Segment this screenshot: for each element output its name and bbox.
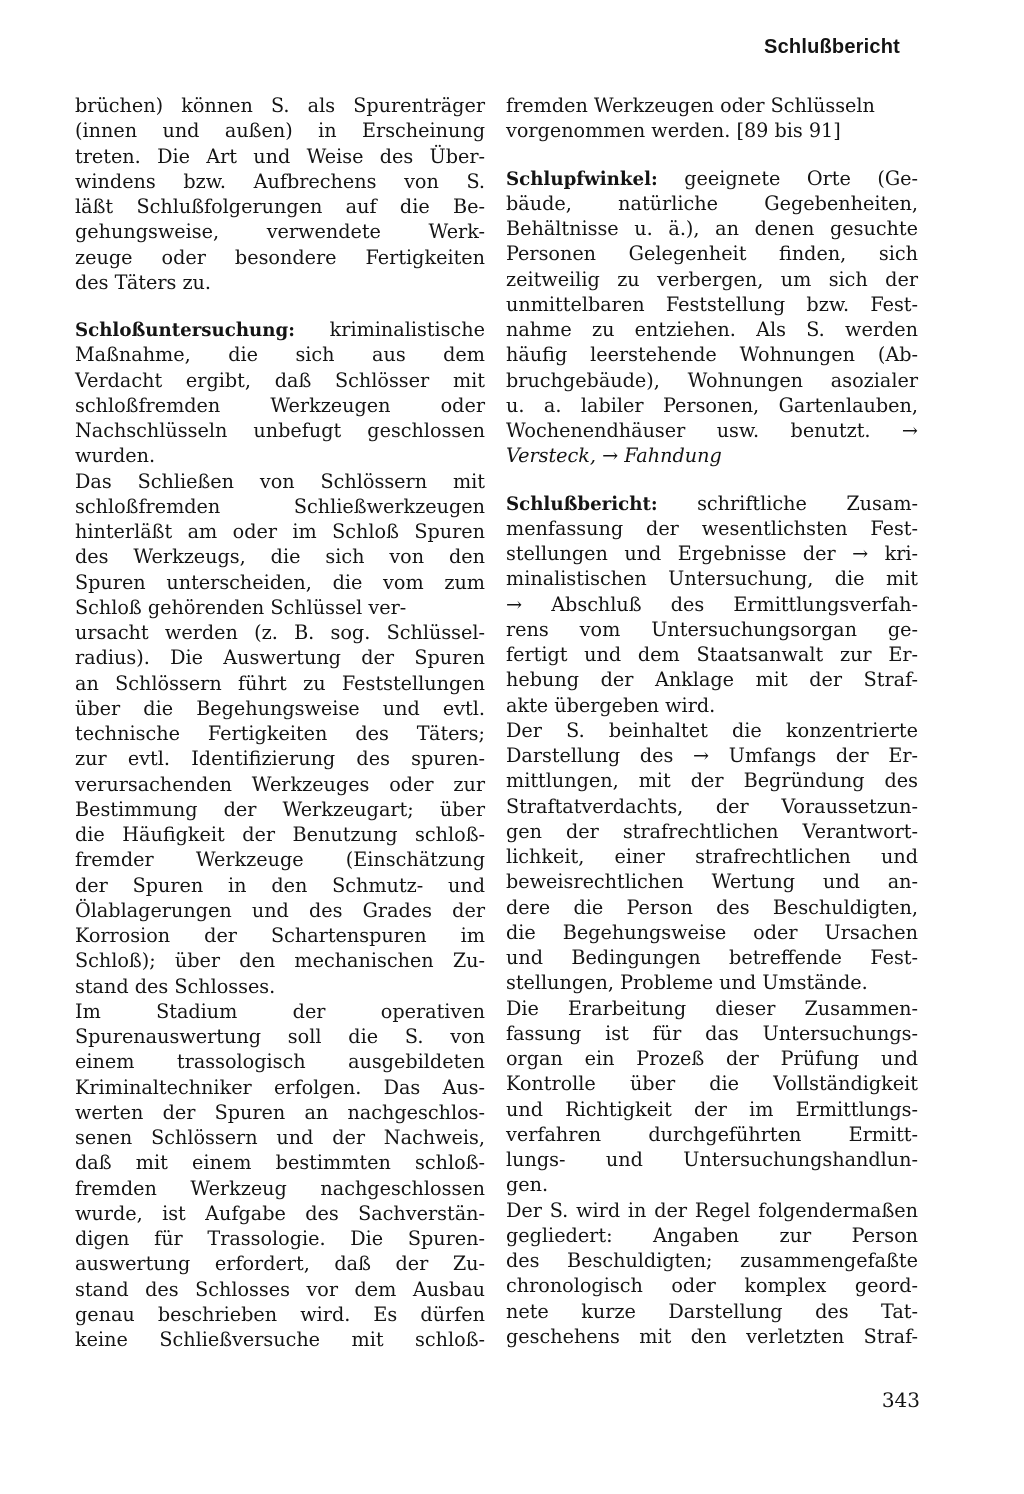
text-line: werten der Spuren an nachgeschlos- — [75, 1100, 485, 1124]
text-line: brüchen) können S. als Spurenträger — [75, 94, 485, 117]
text-line: einem trassologisch ausgebildeten — [75, 1050, 485, 1074]
text-line: akte übergeben wird. — [506, 693, 716, 717]
text-line: Das Schließen von Schlössern mit — [75, 469, 485, 493]
page-number: 343 — [881, 1388, 920, 1412]
text-line: der Spuren in den Schmutz- und — [75, 873, 485, 897]
text-line: und Richtigkeit der im Ermittlungs- — [506, 1097, 918, 1121]
text-line: bäude, natürliche Gegebenheiten, — [506, 191, 918, 215]
text-line: gen. — [506, 1173, 549, 1197]
text-line: (innen und außen) in Erscheinung — [75, 119, 485, 143]
text-line: zeitweilig zu verbergen, um sich der — [506, 267, 918, 291]
text-line: Nachschlüsseln unbefugt geschlossen — [75, 419, 485, 442]
text-line: fremder Werkzeuge (Einschätzung — [75, 848, 485, 872]
text-line: fremden Werkzeug nachgeschlossen — [75, 1176, 485, 1200]
text-line: senen Schlössern und der Nachweis, — [75, 1126, 485, 1149]
entry-term: Schloßuntersuchung: — [75, 320, 295, 341]
text-line: Schloß); über den mechanischen Zu- — [75, 949, 485, 973]
text-line: wurden. — [75, 444, 156, 468]
text-line: Maßnahme, die sich aus dem — [75, 343, 485, 367]
text-line: beweisrechtlichen Wertung und an- — [506, 870, 918, 894]
text-line: unmittelbaren Feststellung bzw. Fest- — [506, 292, 918, 316]
text-line: des Werkzeugs, die sich von den — [75, 545, 485, 569]
text-line: organ ein Prozeß der Prüfung und — [506, 1047, 918, 1070]
text-line: Spurenauswertung soll die S. von — [75, 1025, 485, 1048]
left-column — [75, 93, 485, 1352]
entry-first-line — [506, 491, 918, 516]
text-line: mittlungen, mit der Begründung des — [506, 769, 918, 793]
text-line: bruchgebäude), Wohnungen asozialer — [506, 368, 918, 392]
text-line: → Abschluß des Ermittlungsverfah- — [506, 592, 918, 616]
text-line: fremden Werkzeugen oder Schlüsseln — [506, 94, 875, 117]
text-line: ursacht werden (z. B. sog. Schlüssel- — [75, 621, 485, 644]
text-line: nahme zu entziehen. Als S. werden — [506, 318, 918, 341]
text-line: Im Stadium der operativen — [75, 999, 485, 1023]
text-line: auswertung erfordert, daß der Zu- — [75, 1252, 485, 1276]
entry-term: Schlußbericht: — [506, 493, 658, 515]
text-line: Behältnisse u. ä.), an denen gesuchte — [506, 217, 918, 240]
text-line: chronologisch oder komplex geord- — [506, 1274, 918, 1298]
text-line: rens vom Untersuchungsorgan ge- — [506, 617, 918, 641]
text-line: Spuren unterscheiden, die vom zum — [75, 570, 485, 594]
entry-body — [75, 342, 485, 1352]
text-line: Verdacht ergibt, daß Schlösser mit — [75, 368, 485, 392]
text-line: u. a. labiler Personen, Gartenlauben, — [506, 393, 918, 417]
text-line: stand des Schlosses. — [75, 974, 276, 998]
text-line: zur evtl. Identifizierung des spuren- — [75, 747, 485, 771]
text-line: lichkeit, einer strafrechtlichen und — [506, 845, 918, 868]
entry-body — [506, 516, 918, 1349]
entry-text: kriminalistische — [329, 318, 485, 341]
entry-schlussbericht — [506, 491, 918, 1350]
text-line: digen für Trassologie. Die Spuren- — [75, 1227, 485, 1250]
running-header: Schlußbericht — [764, 36, 900, 58]
text-line: Personen Gelegenheit finden, sich — [506, 242, 918, 266]
text-line: hebung der Anklage mit der Straf- — [506, 668, 918, 692]
entry-first-line — [506, 166, 918, 191]
text-line: Wochenendhäuser usw. benutzt. → — [506, 419, 918, 442]
right-column — [506, 93, 918, 1349]
cross-reference[interactable]: Versteck, → Fahndung — [506, 444, 722, 468]
text-line: über die Begehungsweise und evtl. — [75, 696, 485, 720]
text-line: schloßfremden Werkzeugen oder — [75, 393, 485, 417]
text-line: gehungsweise, verwendete Werk- — [75, 220, 485, 244]
text-line: zeuge oder besondere Fertigkeiten — [75, 245, 485, 269]
text-line: Straftatverdachts, der Voraussetzun- — [506, 794, 918, 818]
text-line: verfahren durchgeführten Ermitt- — [506, 1122, 918, 1146]
text-line: des Beschuldigten; zusammengefaßte — [506, 1249, 918, 1272]
text-line: läßt Schlußfolgerungen auf die Be- — [75, 195, 485, 218]
text-line: genau beschrieben wird. Es dürfen — [75, 1302, 485, 1326]
text-line: stellungen und Ergebnisse der → kri- — [506, 542, 918, 565]
entry-schlossuntersuchung — [75, 317, 485, 1352]
text-line: Der S. beinhaltet die konzentrierte — [506, 718, 918, 742]
text-line: Bestimmung der Werkzeugart; über — [75, 797, 485, 821]
text-line: die Häufigkeit der Benutzung schloß- — [75, 823, 485, 846]
text-line: und Bedingungen betreffende Fest- — [506, 946, 918, 969]
text-line: vorgenommen werden. [89 bis 91] — [506, 119, 841, 143]
entry-text: schriftliche Zusam- — [697, 491, 918, 515]
text-line: dere die Person des Beschuldigten, — [506, 895, 918, 919]
text-line: Schloß gehörenden Schlüssel ver- — [75, 595, 407, 619]
text-line: Der S. wird in der Regel folgendermaßen — [506, 1198, 918, 1222]
text-line: wurde, ist Aufgabe des Sachverstän- — [75, 1201, 485, 1225]
text-line: stand des Schlosses vor dem Ausbau — [75, 1277, 485, 1301]
entry-schlupfwinkel — [506, 166, 918, 469]
text-line: an Schlössern führt zu Feststellungen — [75, 671, 485, 695]
text-line: treten. Die Art und Weise des Über- — [75, 144, 485, 168]
text-line: gegliedert: Angaben zur Person — [506, 1223, 918, 1247]
text-line: fassung ist für das Untersuchungs- — [506, 1021, 918, 1045]
text-line: windens bzw. Aufbrechens von S. — [75, 169, 485, 193]
text-line: Kontrolle über die Vollständigkeit — [506, 1072, 918, 1096]
text-line: keine Schließversuche mit schloß- — [75, 1328, 485, 1351]
text-line: hinterläßt am oder im Schloß Spuren — [75, 520, 485, 543]
text-line: lungs- und Untersuchungshandlun- — [506, 1148, 918, 1171]
text-line: verursachenden Werkzeuges oder zur — [75, 772, 485, 796]
text-line: technische Fertigkeiten des Täters; — [75, 722, 485, 745]
text-line: geschehens mit den verletzten Straf- — [506, 1324, 918, 1348]
text-line: Darstellung des → Umfangs der Er- — [506, 744, 918, 767]
entry-term: Schlupfwinkel: — [506, 168, 658, 190]
text-line: Korrosion der Schartenspuren im — [75, 924, 485, 947]
text-line: minalistischen Untersuchung, die mit — [506, 567, 918, 591]
text-line: stellungen, Probleme und Umstände. — [506, 971, 868, 995]
text-line: Die Erarbeitung dieser Zusammen- — [506, 996, 918, 1020]
text-line: radius). Die Auswertung der Spuren — [75, 646, 485, 670]
entry-body — [506, 191, 918, 444]
text-line: schloßfremden Schließwerkzeugen — [75, 494, 485, 518]
text-line: Kriminaltechniker erfolgen. Das Aus- — [75, 1075, 485, 1099]
text-line: des Täters zu. — [75, 270, 212, 294]
text-line: die Begehungsweise oder Ursachen — [506, 920, 918, 944]
text-line: menfassung der wesentlichsten Fest- — [506, 516, 918, 540]
text-line: häufig leerstehende Wohnungen (Ab- — [506, 343, 918, 367]
paragraph-continuation — [506, 93, 918, 144]
text-line: gen der strafrechtlichen Verantwort- — [506, 819, 918, 843]
text-line: Ölablagerungen und des Grades der — [75, 898, 485, 922]
entry-text: geeignete Orte (Ge- — [684, 166, 918, 190]
text-line: daß mit einem bestimmten schloß- — [75, 1151, 485, 1175]
paragraph-continuation — [75, 93, 485, 295]
entry-first-line — [75, 317, 485, 342]
text-line: fertigt und dem Staatsanwalt zur Er- — [506, 643, 918, 666]
text-line: nete kurze Darstellung des Tat- — [506, 1299, 918, 1323]
